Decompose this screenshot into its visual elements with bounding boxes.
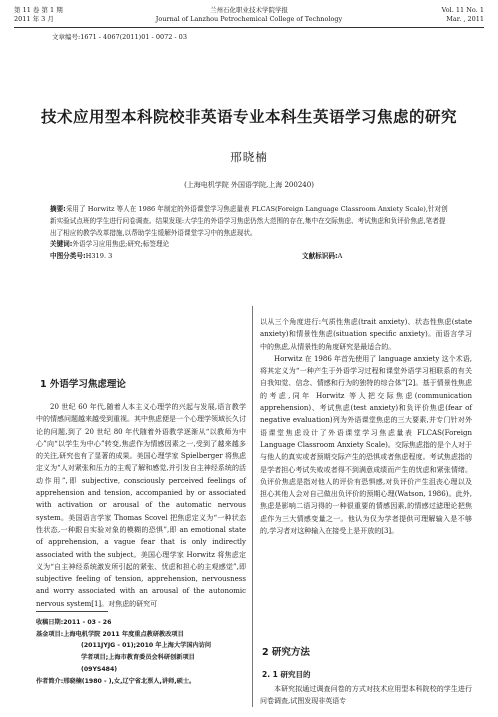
article-number: 文章编号:1671 - 4067(2011)01 - 0072 - 03 [52,33,187,41]
clc-number: 中图分类号:H319. 3 [50,252,113,261]
fund-line-3: 学者项目;上海市教育委员会科研创新项目 [81,654,195,662]
header-rule [14,27,484,28]
volume-issue-english: Vol. 11 No. 1 Mar. , 2011 [441,6,484,23]
author-affiliation: (上海电机学院 外国语学院,上海 200240) [184,181,314,189]
document-code: 文献标识码:A [302,252,343,261]
section-1-heading: 1 外语学习焦虑理论 [40,379,126,390]
fund-line-4: (09YS484) [81,665,118,673]
journal-name: 兰州石化职业技术学院学报 Journal of Lanzhou Petrochemical College of Technology [155,6,343,23]
section-2-body [260,683,472,708]
received-date: 收稿日期:2011 - 03 - 26 [36,619,112,626]
article-title: 技术应用型本科院校非英语专业本科生英语学习焦虑的研究 [40,108,457,126]
abstract-label: 摘要: [50,205,66,213]
abstract-paragraph [50,204,452,239]
author-bio: 作者简介:邢晓楠(1980 - ),女,辽宁省北票人,讲师,硕士。 [36,677,196,685]
section-2-heading: 2 研究方法 [262,647,310,658]
right-column-paragraph-2: Horwitz 在 1986 年首先使用了 language anxiety 这个术语,将其定义为“一种产生于外语学习过程和课堂外语学习相联系的有关自我知觉、信念、情感和行为的独特的综合体”[2]。基于情景性焦虑的考虑,同年 Horwitz 等人把交际焦虑(communication apprehension)、考试焦虑(test anxiety)和负评价焦虑(fear of negative evaluation)列为外语课堂焦虑的三大要素,并专门针对外语课堂焦虑设计了外语课堂学习焦虑量表 FLCAS(Foreign Language Classroom Anxiety Scale)。交际焦虑指的是个人对于与他人的真实或者预期交际产生的恐惧或者焦虑程度。考试焦虑指的是学者担心考试失败或者得不到满意成绩而产生的忧虑和紧张情绪。负评价焦虑是指对他人的评价有恐惧感,对负评价产生沮丧心理以及担心其他人会对自己做出负评价的预期心理(Watson, 1986)。此外,焦虑是影响二语习得的一种很重要的情感因素,的情感过滤理论把焦虑作为三大情感变量之一。他认为仅为学者提供可理解输入是不够的,学习者对这种输入在接受上是开放的[3]。 [260,354,472,536]
author-name: 邢晓楠 [230,150,268,164]
fund-line-2: (2011JYJG - 01);2010 年上海大学国内访问 [81,642,212,650]
footnote-rule [36,611,108,612]
column-divider [252,306,253,707]
abstract-text: 采用了 Horwitz 等人在 1986 年制定的外语课堂学习焦虑量表 FLCAS(Foreign Language Classroom Anxiety Scale),针对创新实验试点班的学生进行问卷调查。结果发现:大学生的外语学习焦虑仍然大范围的存在,集中在交际焦虑、考试焦虑和负评价焦虑,笔者提出了相应的教学改革措施,以帮助学生缓解外语课堂学习中的焦虑现状。 [50,205,448,237]
keywords-text: 外语学习应用焦虑;研究;标签理论 [72,240,170,249]
keywords-label: 关键词: [50,240,73,249]
footnote-block [36,617,246,687]
left-column-body [36,401,246,610]
right-column-paragraph-1: 以从三个角度进行:气质性焦虑(trait anxiety)、状态性焦虑(state anxiety)和情景性焦虑(situation specific anxiety)。而语言学习中的焦虑,从情景性的角度研究是最适合的。 [260,318,472,351]
section-2-paragraph: 本研究拟通过调查问卷的方式对技术应用型本科院校的学生进行问卷调查,试图发现非英语专 [260,685,472,706]
fund-line-1: 基金项目:上海电机学院 2011 年度重点教研教改项目 [36,630,184,638]
section-2-1-heading: 2. 1 研究目的 [262,670,311,679]
abstract-block [50,204,452,263]
section-1-paragraph: 20 世纪 60 年代,随着人本主义心理学的兴起与发展,语言教学中的情感问题越来越受到重视。其中焦虑便是一个心理学领域长久讨论的问题,到了 20 世纪 80 年代随着外语教学逐渐从“以教师为中心”向“以学生为中心”转变,焦虑作为情感因素之一,受到了越来越多的关注,研究也有了显著的成果。美国心理学家 Spielberger 将焦虑定义为“人对紧张和压力的主观了解和感觉,并引发自主神经系统的活动作用”,即 subjective, consciously perceived feelings of apprehension and tension, accompanied by or associated with activation or arousal of the automatic nervous system。美国语言学家 Thomas Scovel 把焦虑定义为“一种状态性状态,一种跟自实验对象的模糊的恐惧”,即 an emotional state of apprehension, a vague fear that is only indirectly associated with the subject。美国心理学家 Horwitz 将焦虑定义为“自主神经系统激发所引起的紧张、忧虑和担心的主观感觉”,即 subjective feeling of tension, apprehension, nervousness and worry associated with an arousal of the autonomic nervous system[1]。对焦虑的研究可 [36,403,246,608]
right-column-body [260,316,472,537]
volume-issue: 第 11 卷 第 1 期 2011 年 3 月 [14,6,63,23]
classification-row [50,251,452,263]
journal-header [14,6,484,50]
keywords-line [50,239,452,251]
